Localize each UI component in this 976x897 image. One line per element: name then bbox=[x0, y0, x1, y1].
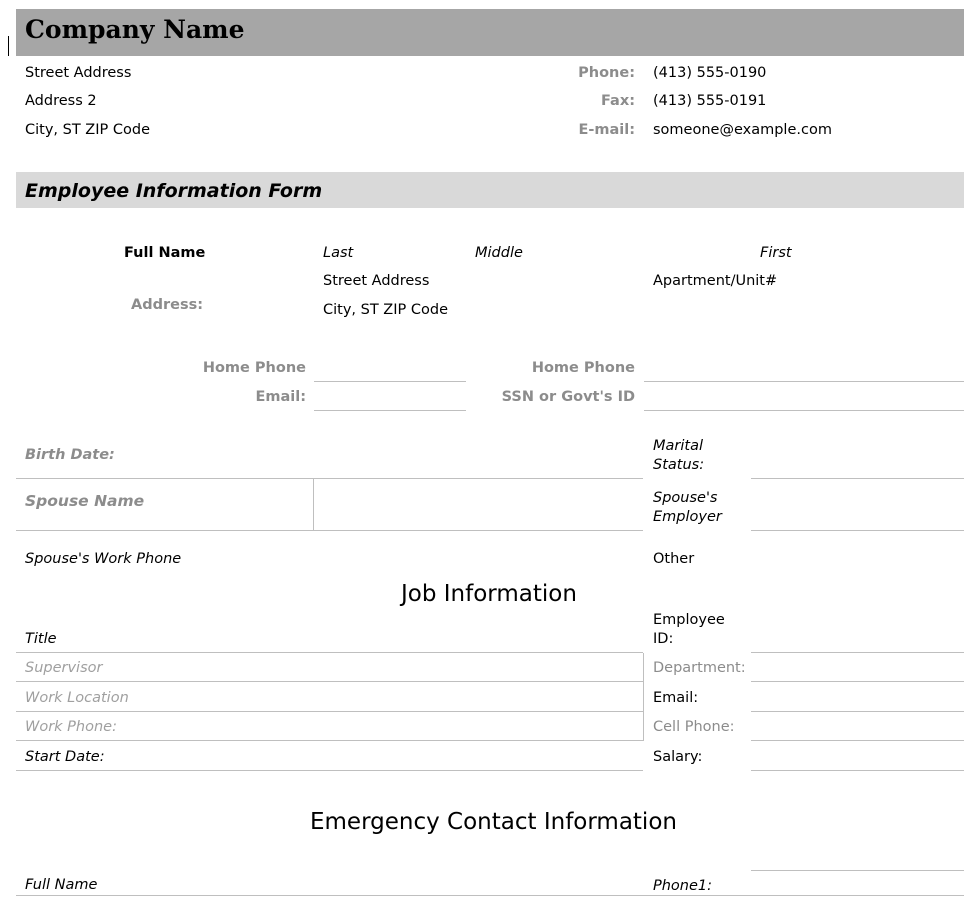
name-last[interactable]: Last bbox=[323, 245, 354, 261]
name-first[interactable]: First bbox=[760, 245, 792, 261]
job-grid-divider bbox=[643, 653, 644, 741]
supervisor-field[interactable] bbox=[16, 681, 643, 682]
cell-phone-label: Cell Phone: bbox=[653, 719, 735, 735]
department-field[interactable] bbox=[751, 681, 964, 682]
start-date-label: Start Date: bbox=[25, 749, 105, 765]
cell-phone-field[interactable] bbox=[751, 740, 964, 741]
company-phone[interactable]: (413) 555-0190 bbox=[653, 65, 767, 81]
work-phone-field[interactable] bbox=[16, 740, 643, 741]
spouse-work-phone-label: Spouse's Work Phone bbox=[25, 551, 182, 567]
work-phone-label: Work Phone: bbox=[25, 719, 117, 735]
salary-field[interactable] bbox=[751, 770, 964, 771]
work-location-field[interactable] bbox=[16, 711, 643, 712]
form-title[interactable]: Employee Information Form bbox=[25, 180, 323, 202]
home-phone-label-2: Home Phone bbox=[531, 360, 635, 376]
email-label-form: Email: bbox=[255, 389, 306, 405]
emergency-contact-title: Emergency Contact Information bbox=[310, 809, 677, 835]
other-label: Other bbox=[653, 551, 695, 567]
marital-status-field[interactable] bbox=[751, 478, 964, 479]
spouse-employer-label-2: Employer bbox=[653, 509, 722, 525]
birth-date-label: Birth Date: bbox=[25, 447, 115, 463]
spouse-name-field[interactable] bbox=[16, 530, 643, 531]
address-street[interactable]: Street Address bbox=[323, 273, 430, 289]
job-information-title: Job Information bbox=[401, 581, 577, 607]
supervisor-label: Supervisor bbox=[25, 660, 103, 676]
fax-label: Fax: bbox=[601, 93, 635, 109]
full-name-label: Full Name bbox=[124, 245, 206, 261]
home-phone-label: Home Phone bbox=[202, 360, 306, 376]
salary-label: Salary: bbox=[653, 749, 703, 765]
email-label: E-mail: bbox=[578, 122, 635, 138]
birth-date-field[interactable] bbox=[16, 478, 643, 479]
job-email-field[interactable] bbox=[751, 711, 964, 712]
company-email[interactable]: someone@example.com bbox=[653, 122, 832, 138]
marital-status-label-2: Status: bbox=[653, 457, 705, 473]
address-apartment[interactable]: Apartment/Unit# bbox=[653, 273, 778, 289]
text-cursor bbox=[8, 36, 9, 56]
marital-status-label-1: Marital bbox=[653, 438, 703, 454]
employee-id-label-2: ID: bbox=[653, 631, 674, 647]
company-street[interactable]: Street Address bbox=[25, 65, 132, 81]
company-fax[interactable]: (413) 555-0191 bbox=[653, 93, 767, 109]
job-title-label: Title bbox=[25, 631, 57, 647]
emergency-extra-field[interactable] bbox=[751, 870, 964, 871]
work-location-label: Work Location bbox=[25, 690, 129, 706]
emergency-full-name-label: Full Name bbox=[25, 877, 98, 893]
ssn-field[interactable] bbox=[644, 410, 964, 411]
spouse-employer-label-1: Spouse's bbox=[653, 490, 718, 506]
department-label: Department: bbox=[653, 660, 746, 676]
address-city-line[interactable]: City, ST ZIP Code bbox=[323, 302, 448, 318]
address-label: Address: bbox=[131, 297, 204, 313]
company-city-line[interactable]: City, ST ZIP Code bbox=[25, 122, 150, 138]
home-phone-field-2[interactable] bbox=[644, 381, 964, 382]
employee-id-label-1: Employee bbox=[653, 612, 725, 628]
phone-label: Phone: bbox=[578, 65, 635, 81]
company-name[interactable]: Company Name bbox=[25, 15, 245, 44]
spouse-name-divider bbox=[313, 479, 314, 530]
spouse-name-label: Spouse Name bbox=[25, 492, 145, 510]
email-field[interactable] bbox=[314, 410, 466, 411]
spouse-employer-field[interactable] bbox=[751, 530, 964, 531]
name-middle[interactable]: Middle bbox=[475, 245, 523, 261]
job-title-field[interactable] bbox=[16, 652, 643, 653]
emergency-full-name-field[interactable] bbox=[16, 895, 964, 896]
employee-id-field[interactable] bbox=[751, 652, 964, 653]
company-address2[interactable]: Address 2 bbox=[25, 93, 97, 109]
home-phone-field[interactable] bbox=[314, 381, 466, 382]
ssn-label: SSN or Govt's ID bbox=[501, 389, 635, 405]
emergency-phone1-label: Phone1: bbox=[653, 878, 713, 894]
start-date-field[interactable] bbox=[16, 770, 643, 771]
job-email-label: Email: bbox=[653, 690, 699, 706]
